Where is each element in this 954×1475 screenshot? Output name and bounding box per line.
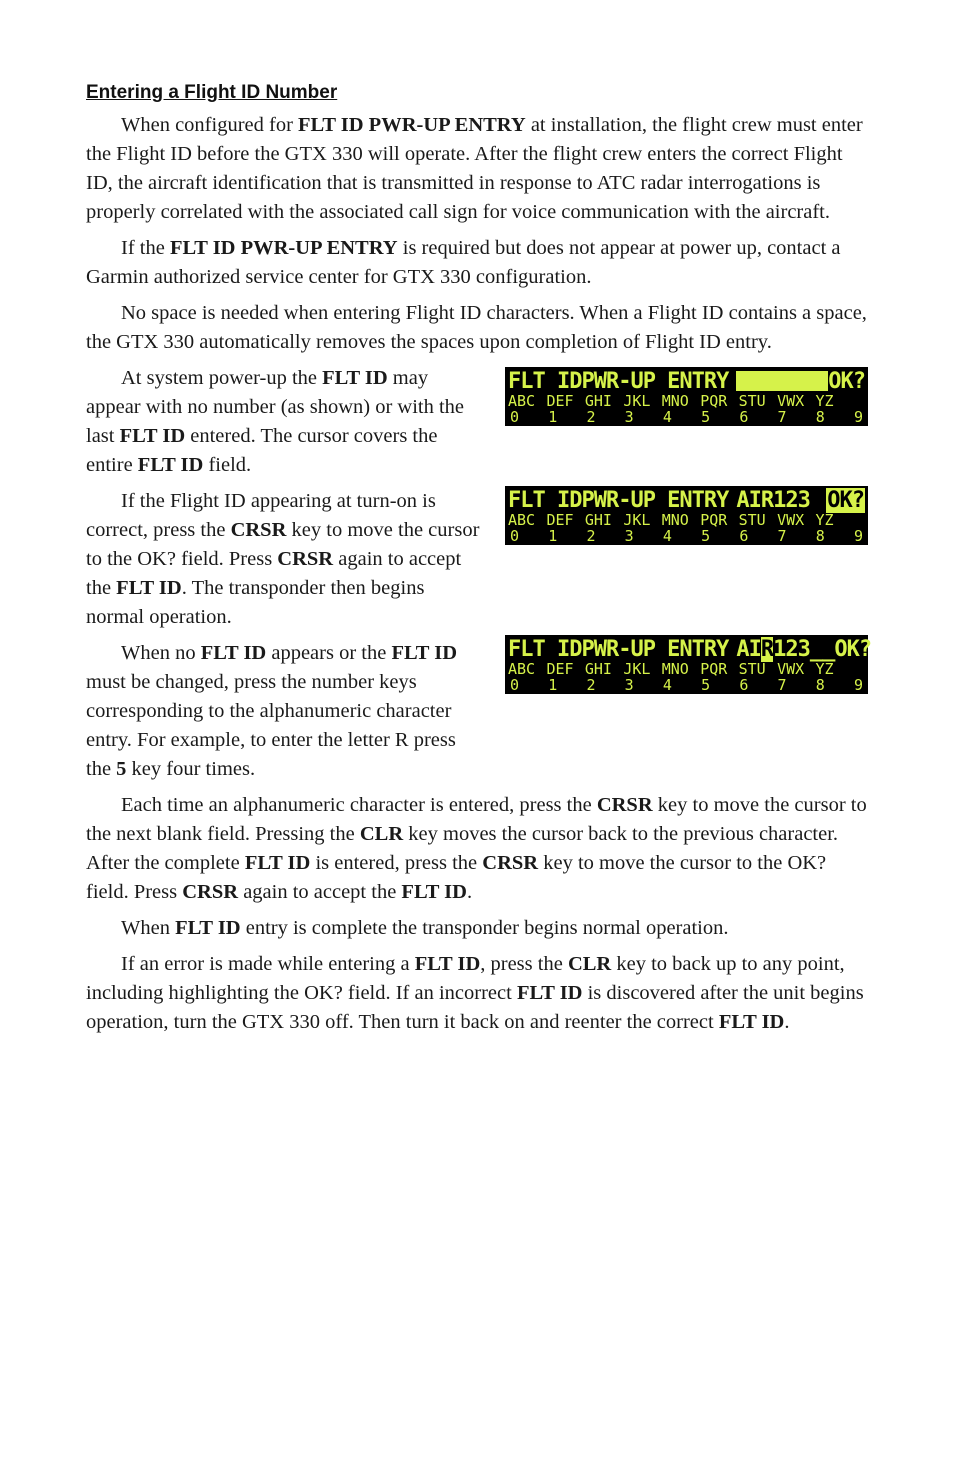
paragraph-7: Each time an alphanumeric character is entered, press the CRSR key to move the cursor to the next blank field. Pressing the CLR key moves the cursor back to the previous character. After the complete FLT ID is entered, press the CRSR key to move the cursor to the OK? field. Press CRSR again to accept the FLT ID.	[86, 794, 867, 903]
lcd-display-filled: FLT IDPWR-UP ENTRY AIR123 OK? ABC DEF GHI JKL MNO PQR STU VWX YZ 0 1 2 3 4 5 6 7 8 9	[505, 486, 868, 545]
paragraph-9: If an error is made while entering a FLT ID, press the CLR key to back up to any point, including highlighting the OK? field. If an incorrect FLT ID is discovered after the unit begins operation, turn the GTX 330 off. Then turn it back on and reenter the correct FLT ID.	[86, 953, 864, 1033]
lcd-ok: OK?	[828, 368, 865, 394]
lcd-display-editing: FLT IDPWR-UP ENTRY AI R 123__ OK? ABC DEF GHI JKL MNO PQR STU VWX YZ 0 1 2 3 4 5 6 7 8 9	[505, 635, 868, 694]
lcd-flight-id: AIR123	[736, 487, 810, 513]
lcd-title: FLT IDPWR-UP ENTRY	[508, 368, 729, 394]
left-column-text	[86, 364, 484, 784]
manual-page	[86, 82, 872, 1044]
display-examples-block	[86, 364, 872, 784]
lcd-char-cursor: R	[760, 636, 774, 662]
section-heading: Entering a Flight ID Number	[86, 82, 338, 103]
lcd-letters-row: ABC DEF GHI JKL MNO PQR STU VWX YZ	[508, 392, 834, 410]
lcd-digits-row: 0 1 2 3 4 5 6 7 8 9	[510, 408, 863, 426]
paragraph-2: If the FLT ID PWR-UP ENTRY is required but does not appear at power up, contact a Garmin authorized service center for GTX 330 configuration.	[86, 237, 841, 288]
paragraph-3: No space is needed when entering Flight ID characters. When a Flight ID contains a space, the GTX 330 automatically removes the spaces upon completion of Flight ID entry.	[86, 302, 867, 353]
lcd-display-empty	[505, 367, 868, 426]
paragraph-6: When no FLT ID appears or the FLT ID must be changed, press the number keys corresponding to the alphanumeric character entry. For example, to enter the letter R press the 5 key four times.	[86, 642, 457, 780]
paragraph-5: If the Flight ID appearing at turn-on is correct, press the CRSR key to move the cursor to the OK? field. Press CRSR again to accept the FLT ID. The transponder then begins normal operation.	[86, 490, 480, 628]
paragraph-1: When configured for FLT ID PWR-UP ENTRY at installation, the flight crew must enter the Flight ID before the GTX 330 will operate. After the flight crew enters the correct Flight ID, the aircraft identification that is transmitted in response to ATC radar interrogations is properly correlated with the associated call sign for voice communication with the aircraft.	[86, 114, 863, 223]
paragraph-4: At system power-up the FLT ID may appear with no number (as shown) or with the last FLT ID entered. The cursor covers the entire FLT ID field.	[86, 367, 465, 476]
paragraph-8: When FLT ID entry is complete the transponder begins normal operation.	[121, 917, 729, 939]
lcd-ok-highlighted: OK?	[827, 487, 864, 513]
lcd-cursor-field	[736, 371, 828, 391]
